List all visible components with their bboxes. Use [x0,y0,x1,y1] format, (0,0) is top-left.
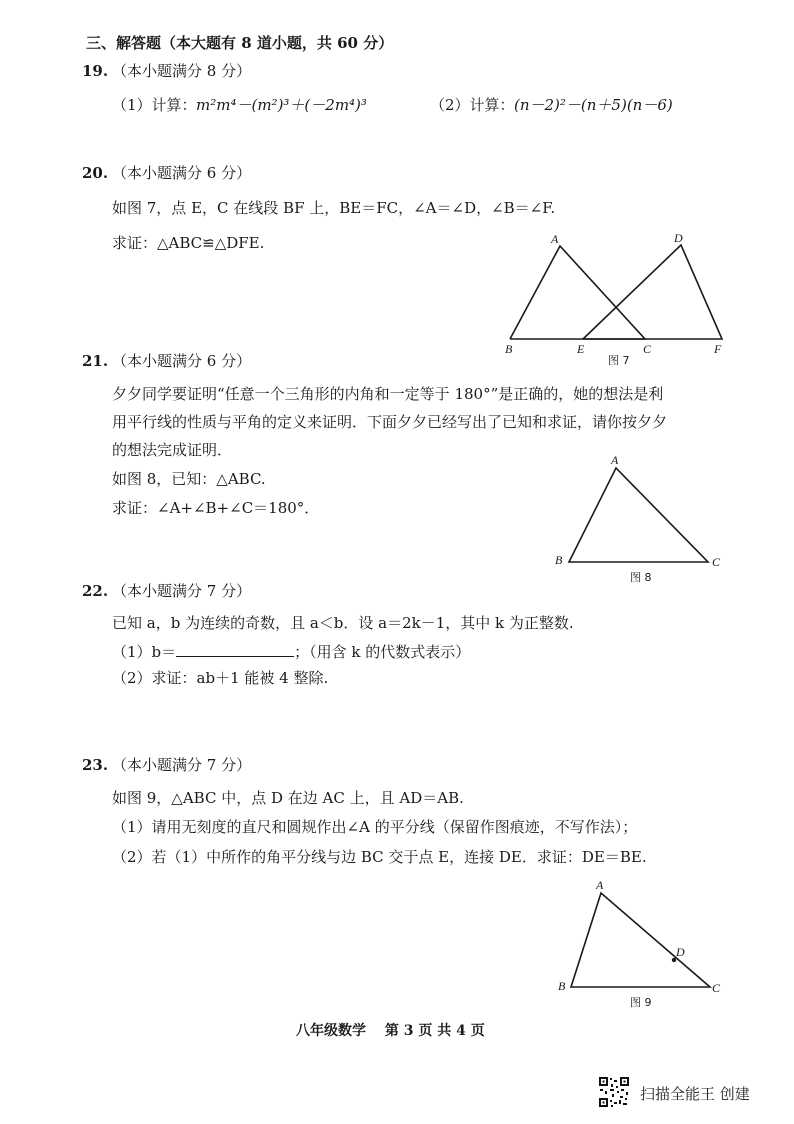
q22-statement: 已知 a，b 为连续的奇数，且 a＜b．设 a＝2k－1，其中 k 为正整数. [112,614,574,632]
fig7-label-d: D [674,231,683,245]
fig7-label-b: B [505,342,513,356]
fig9-label-a: A [596,878,604,892]
figure-7 [510,245,722,339]
qr-code-icon [598,1076,630,1108]
q21-given: 如图 8，已知：△ABC. [112,470,266,488]
scanner-watermark: 扫描全能王 创建 [640,1085,750,1103]
q21-number: 21. [82,352,109,370]
fig8-label-c: C [712,555,721,569]
q19-part2-expression: (n－2)²－(n＋5)(n－6) [514,96,673,114]
q22-number: 22. [82,582,109,600]
triangle-dfe [583,245,722,339]
section-title: 三、解答题（本大题有 8 道小题，共 60 分） [86,34,394,52]
q23-number: 23. [82,756,109,774]
q22-part1-prefix: （1）b＝ [112,643,177,661]
page-footer: 八年级数学 第 3 页 共 4 页 [296,1023,485,1039]
q21-points: （本小题满分 6 分） [112,352,252,370]
q19-points: （本小题满分 8 分） [112,62,252,80]
q23-part1: （1）请用无刻度的直尺和圆规作出∠A 的平分线（保留作图痕迹，不写作法）； [112,818,638,836]
fig9-label-b: B [558,979,566,993]
q22-part1-suffix: ；（用含 k 的代数式表示） [294,643,471,661]
q22-part2: （2）求证：ab＋1 能被 4 整除. [112,669,329,687]
fig7-label-a: A [551,232,559,246]
triangle-fig8 [569,468,708,562]
q19-part1-expression: m²m⁴－(m²)³＋(－2m⁴)³ [196,96,367,114]
fig8-label-a: A [611,453,619,467]
q21-prove: 求证：∠A+∠B+∠C＝180°． [112,499,320,517]
fig8-caption: 图 8 [630,571,652,584]
fig7-label-f: F [714,342,722,356]
fig7-label-e: E [577,342,585,356]
fig8-label-b: B [555,553,563,567]
q20-statement: 如图 7，点 E，C 在线段 BF 上，BE＝FC，∠A＝∠D，∠B＝∠F. [112,199,556,217]
triangle-abc [510,246,645,339]
q20-number: 20. [82,164,109,182]
q21-line-3: 的想法完成证明． [112,441,233,459]
fig7-caption: 图 7 [608,354,630,367]
q23-points: （本小题满分 7 分） [112,756,252,774]
fig9-caption: 图 9 [630,996,652,1009]
q23-statement: 如图 9，△ABC 中，点 D 在边 AC 上，且 AD＝AB. [112,789,464,807]
q19-part1-label: （1）计算： [112,96,197,114]
triangle-fig9 [571,893,710,987]
q19-part2-label: （2）计算： [430,96,515,114]
q20-points: （本小题满分 6 分） [112,164,252,182]
q19-number: 19. [82,62,109,80]
q23-part2: （2）若（1）中所作的角平分线与边 BC 交于点 E，连接 DE．求证：DE＝BE. [112,848,647,866]
q20-prove: 求证：△ABC≌△DFE. [112,234,265,252]
q21-line-2: 用平行线的性质与平角的定义来证明．下面夕夕已经写出了已知和求证，请你按夕夕 [112,413,668,431]
q22-points: （本小题满分 7 分） [112,582,252,600]
fig7-label-c: C [643,342,652,356]
fig9-label-c: C [712,981,721,995]
q21-line-1: 夕夕同学要证明“任意一个三角形的内角和一定等于 180°”是正确的，她的想法是利 [112,385,664,403]
fig9-label-d: D [676,945,685,959]
